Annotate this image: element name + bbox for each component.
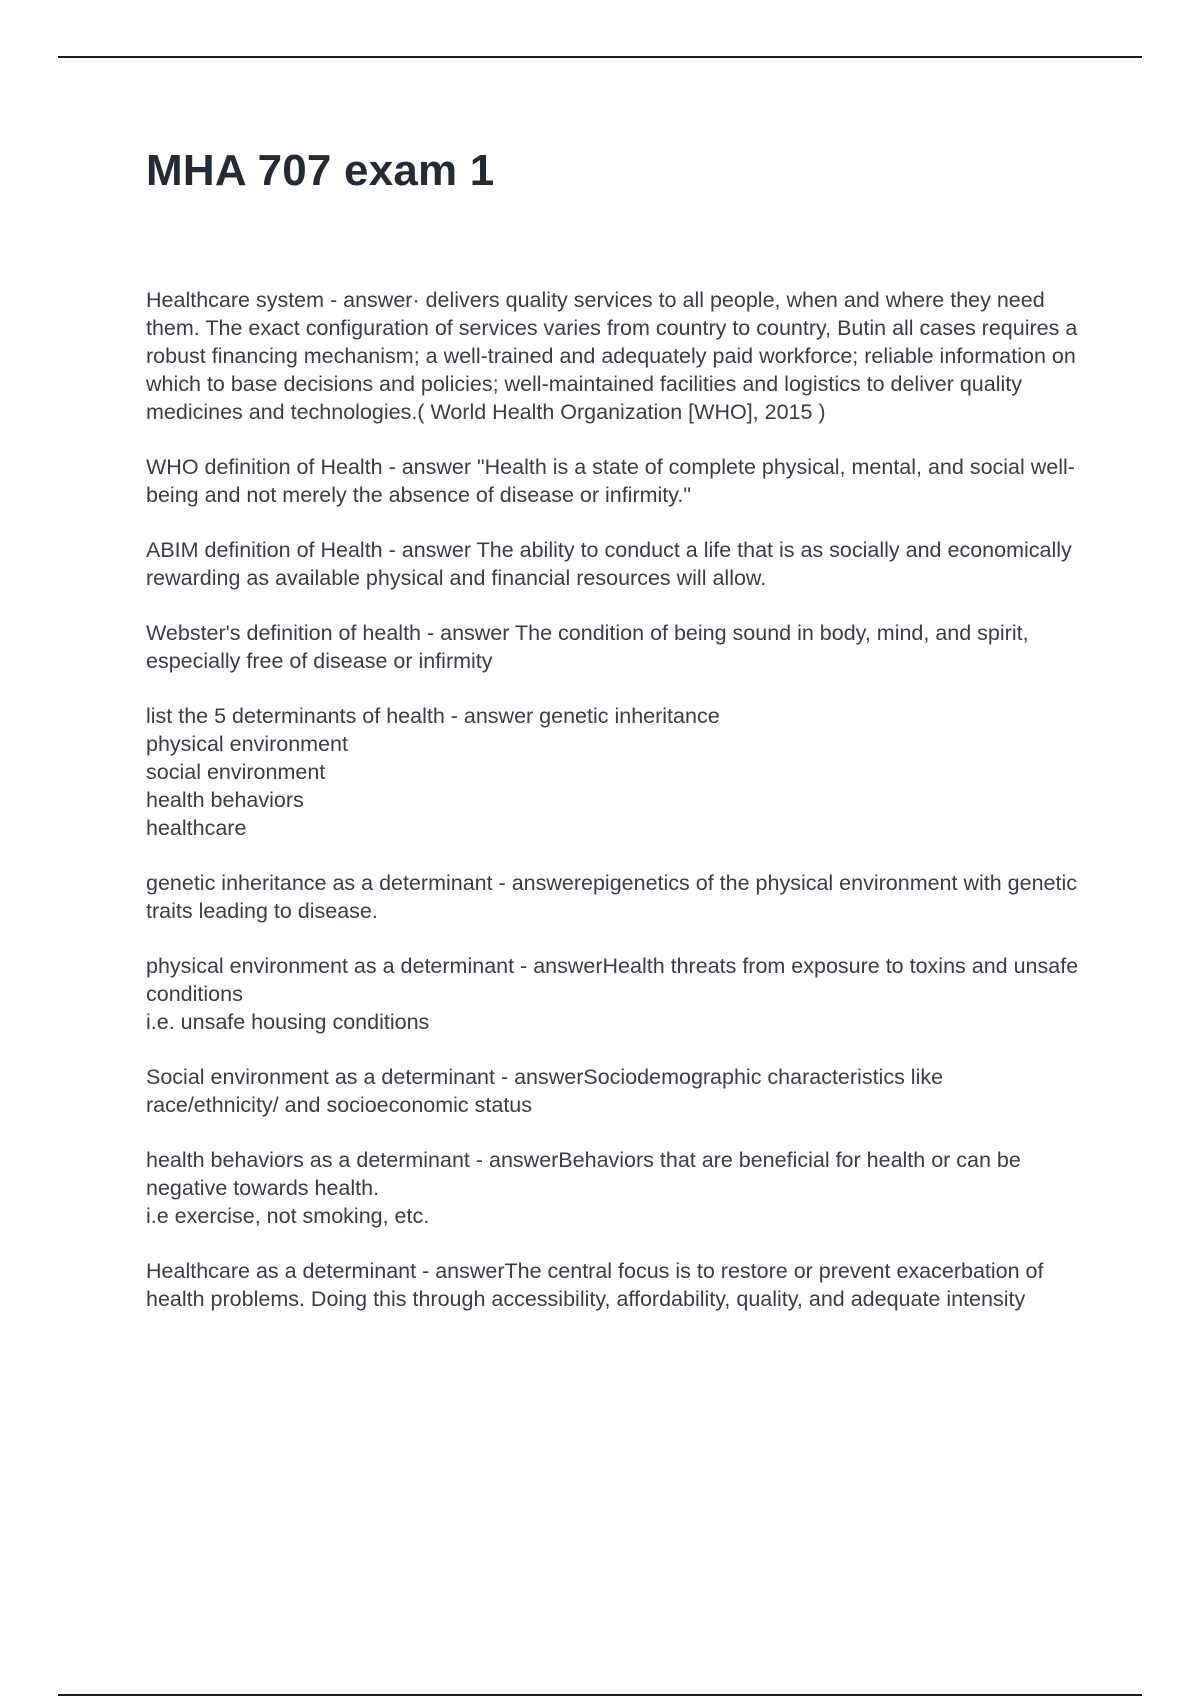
- entry-health-behaviors: health behaviors as a determinant - answerBehaviors that are beneficial for health or can be negative towards health. i.e exercise, not smoking, etc.: [146, 1148, 1021, 1228]
- top-rule: [58, 56, 1142, 58]
- entry-webster-definition: Webster's definition of health - answer The condition of being sound in body, mind, and spirit, especially free of disease or infirmity: [146, 621, 1029, 673]
- bottom-rule: [58, 1694, 1142, 1696]
- entry-who-definition: WHO definition of Health - answer "Health is a state of complete physical, mental, and social well-being and not merely the absence of disease or infirmity.": [146, 455, 1075, 507]
- entry-five-determinants: list the 5 determinants of health - answer genetic inheritance physical environment social environment health behaviors healthcare: [146, 704, 720, 840]
- entry-physical-environment: physical environment as a determinant - answerHealth threats from exposure to toxins and unsafe conditions i.e. unsafe housing conditions: [146, 954, 1079, 1034]
- entry-genetic-inheritance: genetic inheritance as a determinant - answerepigenetics of the physical environment with genetic traits leading to disease.: [146, 871, 1077, 923]
- entry-abim-definition: ABIM definition of Health - answer The ability to conduct a life that is as socially and economically rewarding as available physical and financial resources will allow.: [146, 538, 1072, 590]
- entry-healthcare-system: Healthcare system - answer· delivers quality services to all people, when and where they need them. The exact configuration of services varies from country to country, Butin all cases requires a robust financing mechanism; a well-trained and adequately paid workforce; reliable information on which to base decisions and policies; well-maintained facilities and logistics to deliver quality medicines and technologies.( World Health Organization [WHO], 2015 ): [146, 288, 1078, 424]
- entry-social-environment: Social environment as a determinant - answerSociodemographic characteristics like race/ethnicity/ and socioeconomic status: [146, 1065, 944, 1117]
- document-title: MHA 707 exam 1: [146, 146, 495, 195]
- document-body: [146, 286, 1081, 1340]
- entry-healthcare-determinant: Healthcare as a determinant - answerThe central focus is to restore or prevent exacerbation of health problems. Doing this through accessibility, affordability, quality, and adequate intensity: [146, 1259, 1044, 1311]
